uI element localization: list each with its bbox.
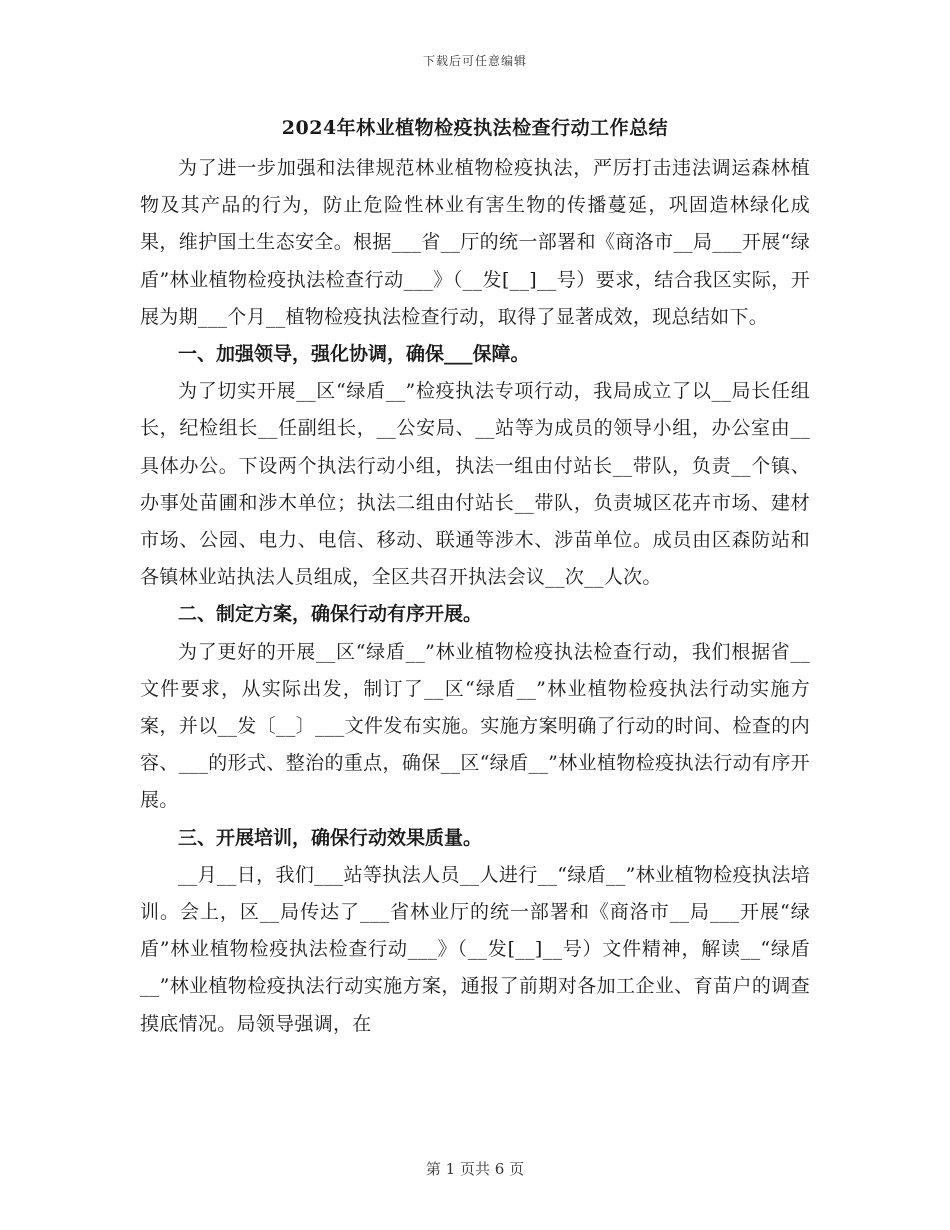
section-1-heading: 一、加强领导，强化协调，确保___保障。 <box>178 343 530 366</box>
section-3-body: __月__日，我们___站等执法人员__人进行__“绿盾__”林业植物检疫执法培训。会上，区__局传达了___省林业厅的统一部署和《商洛市__局___开展“绿盾”林业植物检疫执法检查行动___》（__发[__]__号）文件精神，解读__“绿盾__”林业植物检疫执法行动实施方案，通报了前期对各加工企业、育苗户的调查摸底情况。局领导强调，在 <box>140 863 810 1035</box>
section-1-body: 为了切实开展__区“绿盾__”检疫执法专项行动，我局成立了以__局长任组长，纪检组长__任副组长，__公安局、__站等为成员的领导小组，办公室由__具体办公。下设两个执法行动小组，执法一组由付站长__带队，负责__个镇、办事处苗圃和涉木单位；执法二组由付站长__带队，负责城区花卉市场、建材市场、公园、电力、电信、移动、联通等涉木、涉苗单位。成员由区森防站和各镇林业站执法人员组成，全区共召开执法会议__次__人次。 <box>140 380 810 589</box>
section-2-heading: 二、制定方案，确保行动有序开展。 <box>178 603 483 626</box>
intro-paragraph: 为了进一步加强和法律规范林业植物检疫执法，严厉打击违法调运森林植物及其产品的行为，防止危险性林业有害生物的传播蔓延，巩固造林绿化成果，维护国土生态安全。根据___省__厅的统一部署和《商洛市__局___开展“绿盾”林业植物检疫执法检查行动___》（__发[__]__号）要求，结合我区实际，开展为期___个月__植物检疫执法检查行动，取得了显著成效，现总结如下。 <box>140 157 810 328</box>
page-header-note: 下载后可任意编辑 <box>422 54 527 68</box>
section-2-body: 为了更好的开展__区“绿盾__”林业植物检疫执法检查行动，我们根据省__文件要求，从实际出发，制订了__区“绿盾__”林业植物检疫执法行动实施方案，并以__发〔__〕___文件发布实施。实施方案明确了行动的时间、检查的内容、___的形式、整治的重点，确保__区“绿盾__”林业植物检疫执法行动有序开展。 <box>140 640 810 812</box>
document-title: 2024年林业植物检疫执法检查行动工作总结 <box>281 117 669 139</box>
document-page <box>140 112 810 1043</box>
section-3-heading: 三、开展培训，确保行动效果质量。 <box>178 826 483 849</box>
page-number: 第 1 页共 6 页 <box>425 1160 525 1178</box>
